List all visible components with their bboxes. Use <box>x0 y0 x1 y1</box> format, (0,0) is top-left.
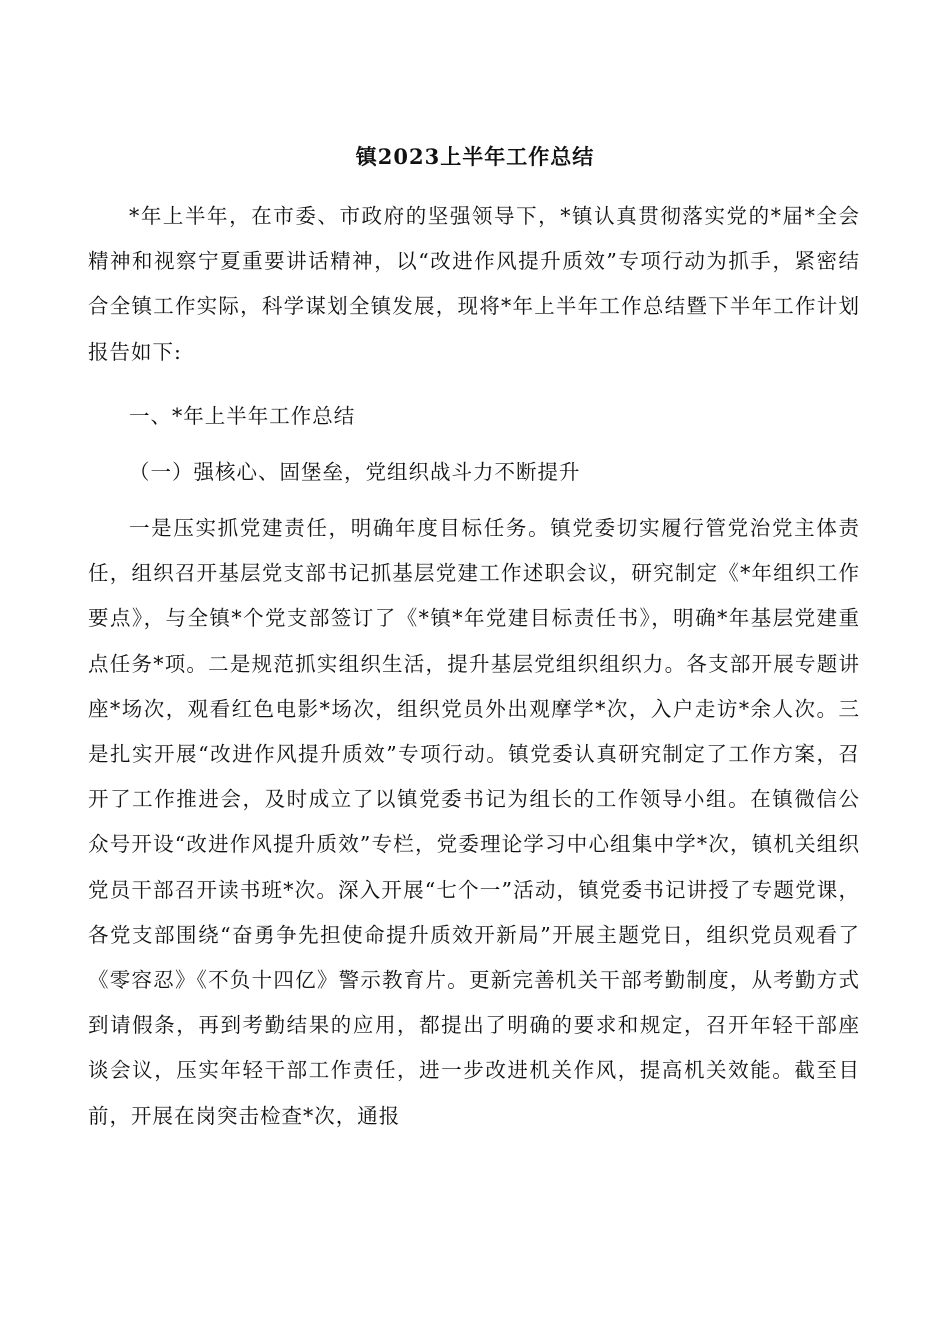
section-heading: 一、*年上半年工作总结 <box>129 404 356 428</box>
body-paragraph: 一是压实抓党建责任，明确年度目标任务。镇党委切实履行管党治党主体责任，组织召开基层党支部书记抓基层党建工作述职会议，研究制定《*年组织工作要点》，与全镇*个党支部签订了《*镇*年党建目标责任书》，明确*年基层党建重点任务*项。二是规范抓实组织生活，提升基层党组织组织力。各支部开展专题讲座*场次，观看红色电影*场次，组织党员外出观摩学*次，入户走访*余人次。三是扎实开展“改进作风提升质效”专项行动。镇党委认真研究制定了工作方案，召开了工作推进会，及时成立了以镇党委书记为组长的工作领导小组。在镇微信公众号开设“改进作风提升质效”专栏，党委理论学习中心组集中学*次，镇机关组织党员干部召开读书班*次。深入开展“七个一”活动，镇党委书记讲授了专题党课，各党支部围绕“奋勇争先担使命提升质效开新局”开展主题党日，组织党员观看了《零容忍》《不负十四亿》警示教育片。更新完善机关干部考勤制度，从考勤方式到请假条，再到考勤结果的应用，都提出了明确的要求和规定，召开年轻干部座谈会议，压实年轻干部工作责任，进一步改进机关作风，提高机关效能。截至目前，开展在岗突击检查*次，通报 <box>88 516 860 1128</box>
subsection-heading: （一）强核心、固堡垒，党组织战斗力不断提升 <box>129 460 581 484</box>
document-title: 镇2023上半年工作总结 <box>355 144 595 169</box>
intro-paragraph: *年上半年，在市委、市政府的坚强领导下，*镇认真贯彻落实党的*届*全会精神和视察宁夏重要讲话精神，以“改进作风提升质效”专项行动为抓手，紧密结合全镇工作实际，科学谋划全镇发展，现将*年上半年工作总结暨下半年工作计划报告如下: <box>88 204 860 364</box>
